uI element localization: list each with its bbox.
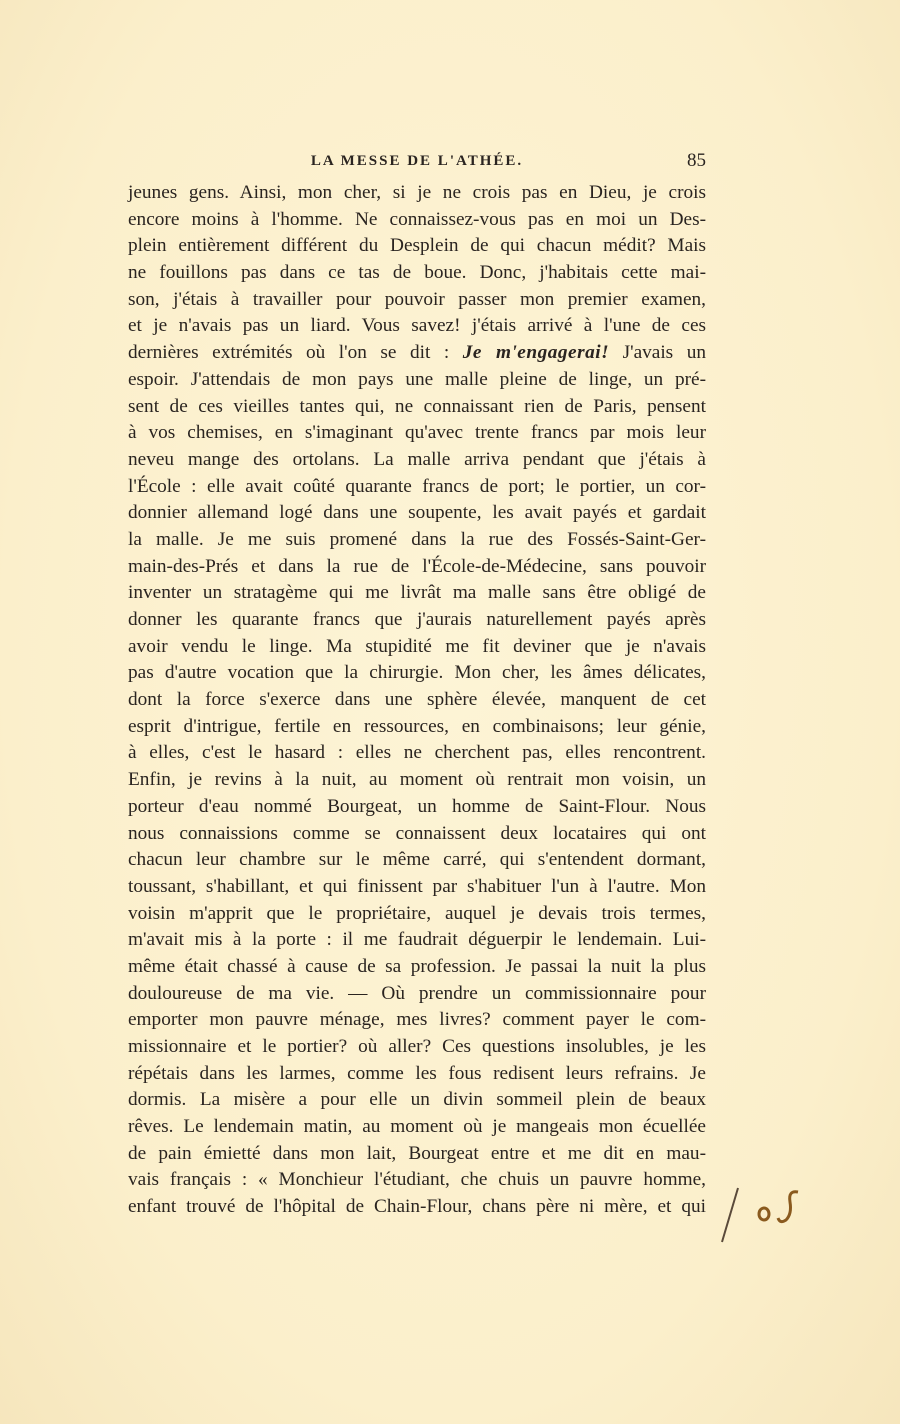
text-line: espoir. J'attendais de mon pays une malle pleine de linge, un pré-	[128, 368, 706, 390]
text-line: jeunes gens. Ainsi, mon cher, si je ne crois pas en Dieu, je crois	[128, 182, 706, 203]
handwritten-annotation	[716, 1180, 816, 1250]
text-line: neveu mange des ortolans. La malle arriva pendant que j'étais à	[128, 448, 706, 470]
italic-phrase: Je m'engagerai!	[462, 342, 610, 364]
page-number: 85	[687, 150, 706, 171]
text-line: porteur d'eau nommé Bourgeat, un homme de Saint-Flour. Nous	[128, 795, 706, 817]
text-line: toussant, s'habillant, et qui finissent par s'habituer l'un à l'autre. Mon	[128, 875, 706, 897]
text-line: main-des-Prés et dans la rue de l'École-de-Médecine, sans pouvoir	[128, 555, 706, 577]
text-line: inventer un stratagème qui me livrât ma malle sans être obligé de	[128, 582, 706, 604]
text-line: emporter mon pauvre ménage, mes livres? comment payer le com-	[128, 1009, 706, 1031]
text-line: enfant trouvé de l'hôpital de Chain-Flour, chans père ni mère, et qui	[128, 1196, 706, 1218]
text-line: chacun leur chambre sur le même carré, qui s'entendent dormant,	[128, 849, 706, 871]
text-line: donnier allemand logé dans une soupente, les avait payés et gardait	[128, 502, 706, 524]
text-line: à vos chemises, en s'imaginant qu'avec trente francs par mois leur	[128, 422, 706, 444]
text-line: Enfin, je revins à la nuit, au moment où rentrait mon voisin, un	[128, 769, 706, 791]
body-text	[128, 180, 706, 1221]
pencil-slash-mark	[722, 1188, 738, 1242]
text-line-with-italic	[128, 340, 706, 367]
pencil-digit-five	[778, 1192, 798, 1222]
pencil-digit-zero	[759, 1208, 769, 1220]
page-header	[128, 150, 706, 179]
text-line: encore moins à l'homme. Ne connaissez-vous pas en moi un Des-	[128, 208, 706, 230]
text-line: rêves. Le lendemain matin, au moment où je mangeais mon écuellée	[128, 1116, 706, 1138]
text-line: dormis. La misère a pour elle un divin sommeil plein de beaux	[128, 1089, 706, 1111]
text-line: douloureuse de ma vie. — Où prendre un commissionnaire pour	[128, 982, 706, 1004]
text-line: plein entièrement différent du Desplein de qui chacun médit? Mais	[128, 235, 706, 257]
text-line: dont la force s'exerce dans une sphère élevée, manquent de cet	[128, 689, 706, 711]
text-segment: J'avais un	[622, 342, 706, 364]
text-segment: dernières extrémités où l'on se dit :	[128, 342, 450, 364]
text-line: même était chassé à cause de sa profession. Je passai la nuit la plus	[128, 955, 706, 977]
text-line: avoir vendu le linge. Ma stupidité me fit deviner que je n'avais	[128, 635, 706, 657]
text-line: missionnaire et le portier? où aller? Ces questions insolubles, je les	[128, 1036, 706, 1057]
text-line: à elles, c'est le hasard : elles ne cherchent pas, elles rencontrent.	[128, 742, 706, 764]
text-line: nous connaissions comme se connaissent deux locataires qui ont	[128, 822, 706, 844]
text-line: ne fouillons pas dans ce tas de boue. Donc, j'habitais cette mai-	[128, 262, 706, 284]
text-line: répétais dans les larmes, comme les fous redisent leurs refrains. Je	[128, 1062, 706, 1084]
text-line: m'avait mis à la porte : il me faudrait déguerpir le lendemain. Lui-	[128, 929, 706, 951]
running-title: LA MESSE DE L'ATHÉE.	[310, 153, 524, 169]
text-line: de pain émietté dans mon lait, Bourgeat entre et me dit en mau-	[128, 1142, 706, 1164]
text-line: l'École : elle avait coûté quarante francs de port; le portier, un cor-	[128, 475, 706, 497]
text-line: et je n'avais pas un liard. Vous savez! j'étais arrivé à l'une de ces	[128, 315, 706, 337]
text-line: vais français : « Monchieur l'étudiant, che chuis un pauvre homme,	[128, 1169, 706, 1191]
text-line: son, j'étais à travailler pour pouvoir passer mon premier examen,	[128, 288, 706, 310]
text-line: donner les quarante francs que j'aurais naturellement payés après	[128, 609, 706, 630]
text-line: la malle. Je me suis promené dans la rue des Fossés-Saint-Ger-	[128, 528, 706, 550]
text-line: pas d'autre vocation que la chirurgie. Mon cher, les âmes délicates,	[128, 662, 706, 684]
text-line: esprit d'intrigue, fertile en ressources, en combinaisons; leur génie,	[128, 715, 706, 737]
text-line: sent de ces vieilles tantes qui, ne connaissant rien de Paris, pensent	[128, 395, 706, 417]
text-line: voisin m'apprit que le propriétaire, auquel je devais trois termes,	[128, 902, 706, 924]
